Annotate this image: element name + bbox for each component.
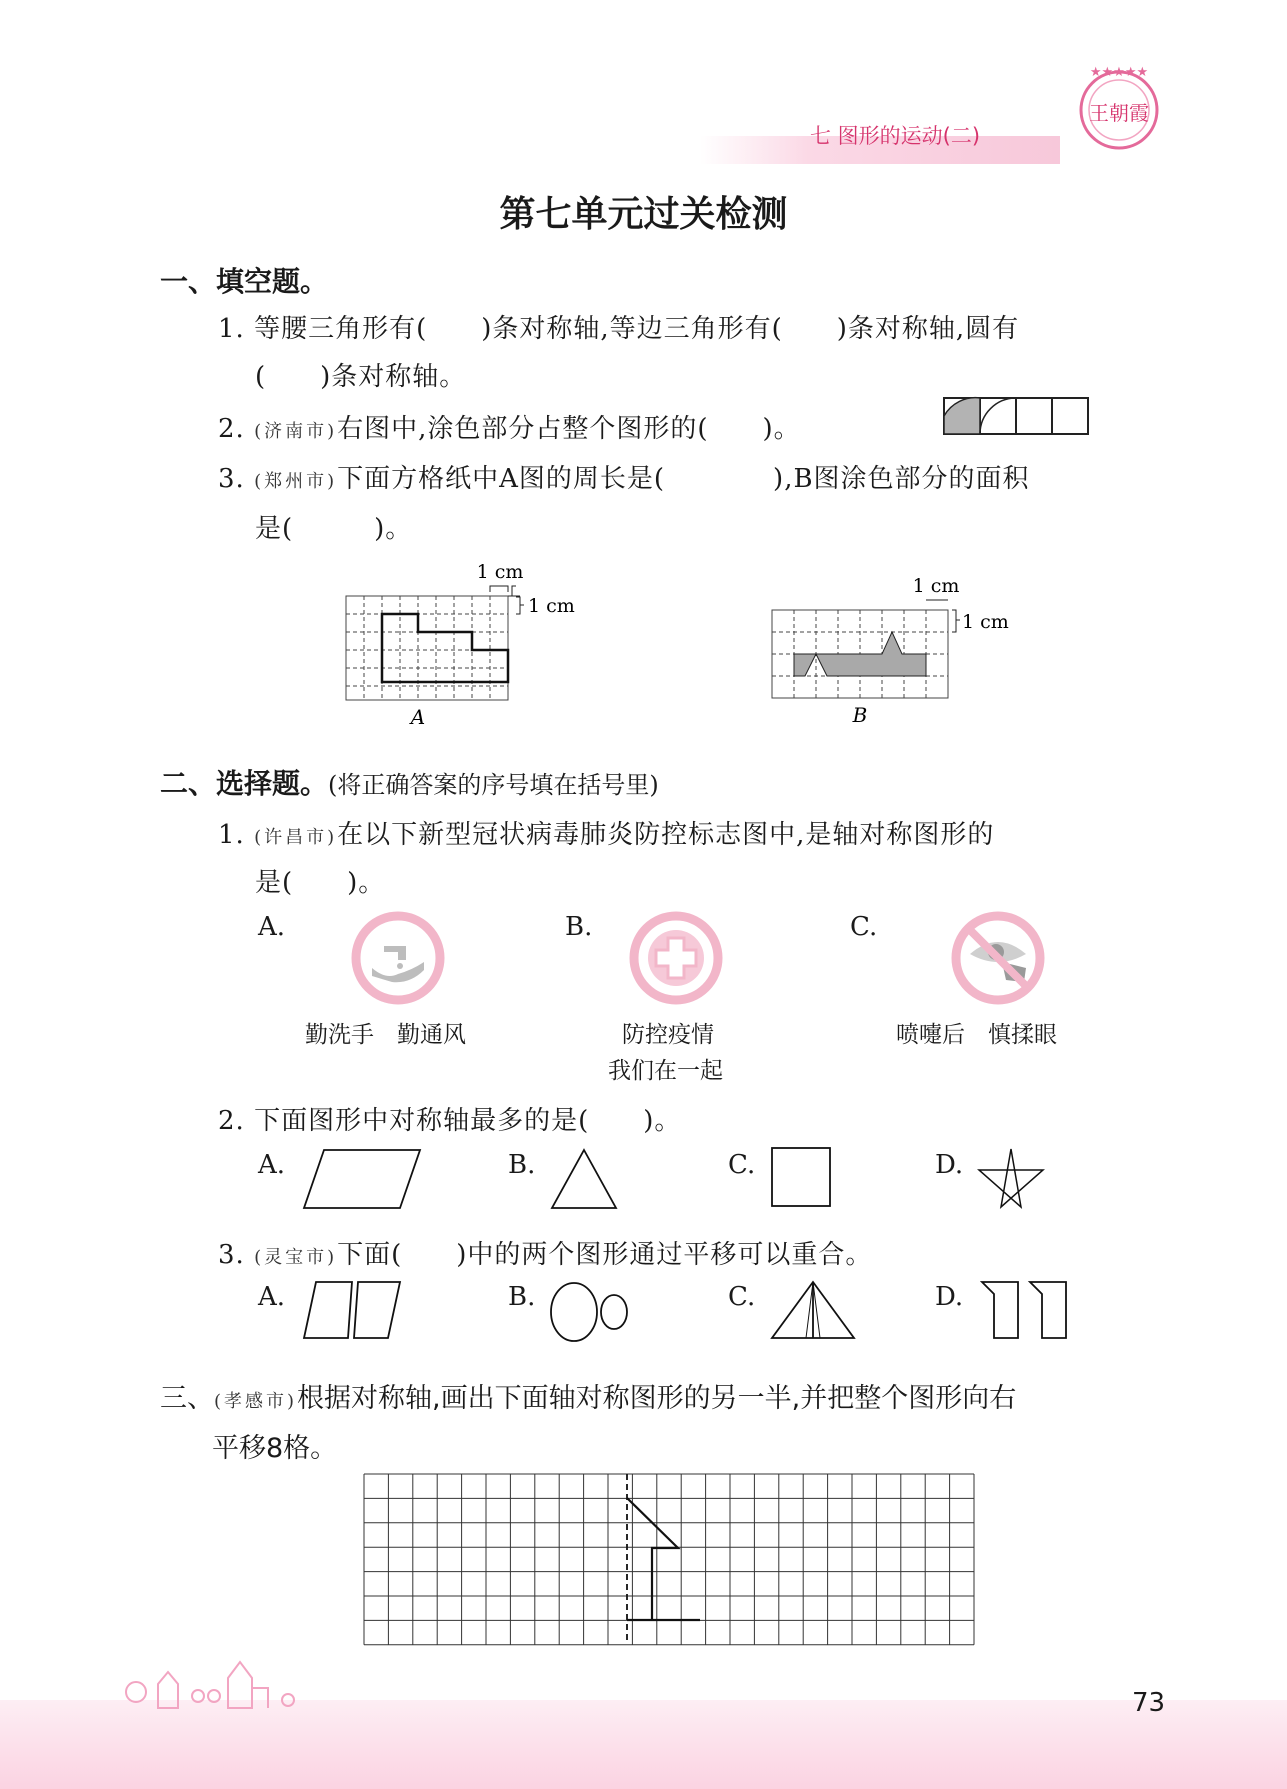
cross-sign-icon (628, 910, 724, 1006)
half-figure (627, 1498, 700, 1620)
section3-prefix: 三、 (160, 1383, 214, 1414)
fig-b-unit-w: 1 cm (912, 575, 960, 597)
handwash-sign-icon (350, 910, 446, 1006)
chapter-title: 七 图形的运动(二) (810, 124, 981, 148)
s2-q1-text: 在以下新型冠状病毒肺炎防控标志图中,是轴对称图形的 (337, 820, 995, 850)
s1-q3-source: (郑州市) (254, 471, 338, 492)
s2-q2-option-d: D. (935, 1150, 964, 1180)
s2-q1-option-a-letter: A. (258, 912, 286, 942)
s2-q2-option-c: C. (728, 1150, 756, 1180)
s2-q3-text: 下面( )中的两个图形通过平移可以重合。 (337, 1240, 873, 1270)
s2-q1-line2: 是( )。 (255, 868, 386, 898)
logo-text: 王朝霞 (1089, 101, 1149, 125)
s2-q3-option-d: D. (935, 1282, 964, 1312)
split-triangle-shape (770, 1278, 856, 1342)
s1-q3-num: 3. (218, 464, 245, 494)
s1-q2-figure (942, 396, 1090, 438)
fig-a-unit-h: 1 cm (528, 595, 575, 617)
s2-q3-option-c: C. (728, 1282, 756, 1312)
s2-q2-option-b: B. (508, 1150, 536, 1180)
brand-logo (1068, 62, 1170, 154)
square-shape (770, 1146, 832, 1210)
fig-b-unit-h: 1 cm (962, 611, 1009, 633)
section3-line2: 平移8格。 (212, 1433, 338, 1464)
s2-q2-option-a: A. (258, 1150, 286, 1180)
s1-q2-text: 右图中,涂色部分占整个图形的( )。 (337, 414, 801, 444)
s2-q1-option-c-caption: 喷嚏后 慎揉眼 (896, 1022, 1057, 1048)
s1-q1-line1: 1. 等腰三角形有( )条对称轴,等边三角形有( )条对称轴,圆有 (218, 314, 1020, 344)
section3-source: (孝感市) (214, 1391, 298, 1412)
page-number: 73 (1132, 1688, 1166, 1718)
section2-note: (将正确答案的序号填在括号里) (328, 771, 659, 799)
s1-q1-line2: ( )条对称轴。 (255, 362, 467, 392)
section1-heading: 一、填空题。 (160, 265, 329, 298)
parallelogram-shape (302, 1146, 424, 1212)
no-eye-rub-sign-icon (950, 910, 1046, 1006)
s2-q3-source: (灵宝市) (254, 1247, 338, 1268)
s2-q3-option-b: B. (508, 1282, 536, 1312)
s2-q1-num: 1. (218, 820, 245, 850)
s1-q3-line2: 是( )。 (255, 514, 413, 544)
fig-a-unit-w: 1 cm (476, 561, 524, 583)
star-shape (976, 1146, 1046, 1212)
svg-text:★★★★★: ★★★★★ (1089, 65, 1149, 80)
s2-q1-option-b-letter: B. (565, 912, 593, 942)
fig-b-label: B (852, 703, 868, 727)
fig-a-label: A (410, 705, 426, 726)
figure-b (766, 568, 1026, 738)
section2-heading: 二、选择题。 (160, 767, 329, 800)
two-ovals-shape (548, 1280, 632, 1344)
s1-q3-text: 下面方格纸中A图的周长是( ),B图涂色部分的面积 (337, 464, 1030, 494)
two-l-shapes (980, 1278, 1068, 1342)
s2-q3-option-a: A. (258, 1282, 286, 1312)
s2-q2-text: 2. 下面图形中对称轴最多的是( )。 (218, 1106, 682, 1136)
s2-q1-option-b-caption: 防控疫情 (622, 1022, 714, 1048)
s2-q1-option-b-caption2: 我们在一起 (608, 1058, 723, 1084)
symmetry-grid (362, 1472, 996, 1648)
s1-q2-source: (济南市) (254, 421, 338, 442)
section3-text: 根据对称轴,画出下面轴对称图形的另一半,并把整个图形向右 (297, 1383, 1017, 1414)
triangle-shape (548, 1146, 620, 1212)
s2-q1-source: (许昌市) (254, 827, 338, 848)
s2-q1-option-c-letter: C. (850, 912, 878, 942)
s1-q2-num: 2. (218, 414, 245, 444)
figure-a (340, 556, 600, 726)
castle-decoration-icon (118, 1648, 378, 1714)
two-trapezoids-shape (302, 1278, 402, 1342)
s2-q3-num: 3. (218, 1240, 245, 1270)
s2-q1-option-a-caption: 勤洗手 勤通风 (305, 1022, 466, 1048)
page-title: 第七单元过关检测 (499, 194, 788, 235)
